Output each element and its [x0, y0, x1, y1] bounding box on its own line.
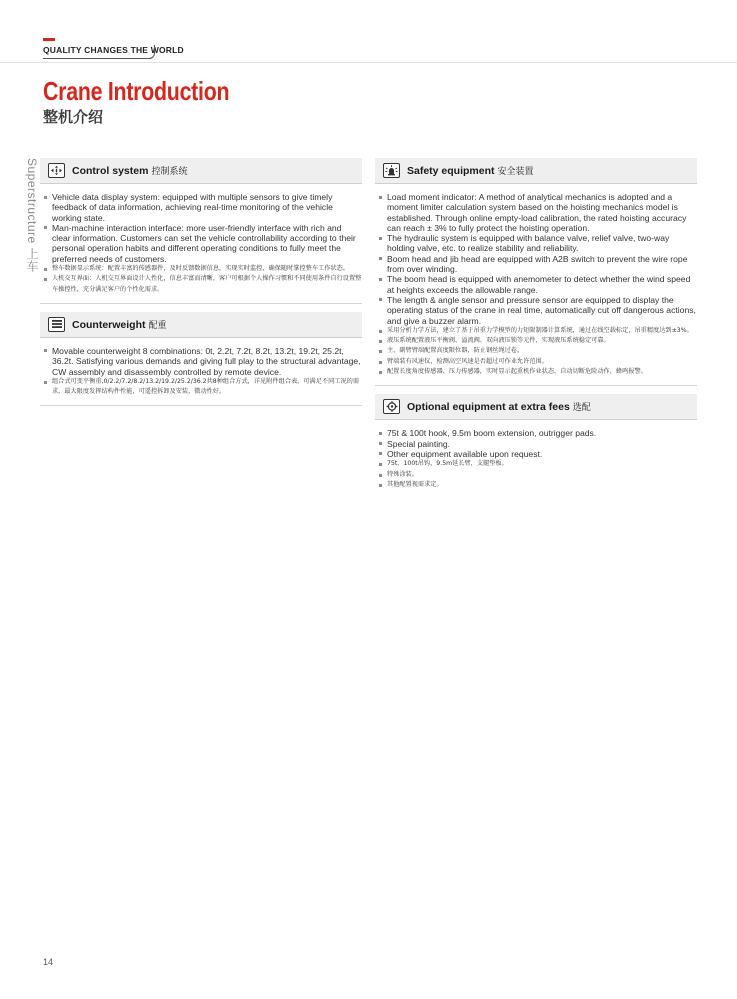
list-item: 主、副臂臂端配置高度限位器，防止钢丝绳过卷。: [375, 346, 697, 356]
list-item: 整车数据显示系统：配置丰富的传感器件，及时反馈数据信息，实现实时监控，确保随时掌控整车工作状态。: [40, 264, 362, 274]
list-item: Vehicle data display system: equipped with multiple sensors to give timely feedback of data information, achieving real-time monitoring of the vehicle working state.: [40, 192, 362, 223]
safety-equipment-section: [375, 158, 697, 386]
page-number: 14: [43, 957, 54, 967]
list-item: Boom head and jib head are equipped with A2B switch to prevent the wire rope from over winding.: [375, 254, 697, 275]
section-body: [375, 420, 697, 498]
section-title-en: Control system: [72, 165, 149, 177]
section-body: [40, 184, 362, 304]
list-item: The boom head is equipped with anemometer to detect whether the wind speed at heights exceeds the allowable range.: [375, 274, 697, 295]
tagline-underline: [43, 58, 151, 59]
list-item: Movable counterweight 8 combinations: 0t, 2.2t, 7.2t, 8.2t, 13.2t, 19.2t, 25.2t, 36.2t. Satisfying various demands and giving full play to the structural advantage, CW assembly and disassembly controlled by remote device.: [40, 346, 362, 377]
page-subtitle: 整机介绍: [43, 108, 104, 126]
section-header: [375, 158, 697, 184]
right-column: [375, 158, 697, 498]
warning-light-icon: [383, 163, 400, 178]
list-item: The length & angle sensor and pressure sensor are equipped to display the operating status of the crane in real time, automatically cut off dangerous actions, and give a buzzer alarm.: [375, 295, 697, 326]
list-item: Special painting.: [375, 439, 697, 449]
list-item: 其他配置视需求定。: [375, 480, 697, 490]
section-header: [40, 312, 362, 338]
header-divider: [0, 62, 737, 63]
gear-cycle-icon: [383, 399, 400, 414]
counterweight-section: [40, 312, 362, 406]
section-title-en: Safety equipment: [407, 165, 495, 177]
section-title: [407, 400, 591, 413]
menu-bars-icon: [48, 317, 65, 332]
list-item: Other equipment available upon request.: [375, 449, 697, 459]
section-title-cn: 配重: [148, 320, 167, 331]
side-label: Superstructure 上车: [25, 158, 39, 273]
section-body: [40, 338, 362, 406]
list-item: The hydraulic system is equipped with balance valve, relief valve, two-way holding valve, etc. to realize stability and reliability.: [375, 233, 697, 254]
section-header: [40, 158, 362, 184]
section-title-cn: 控制系统: [151, 167, 188, 177]
section-title-cn: 选配: [572, 403, 591, 414]
section-title-cn: 安全装置: [497, 167, 534, 177]
list-item: 75t & 100t hook, 9.5m boom extension, outrigger pads.: [375, 428, 697, 438]
section-title: [72, 318, 167, 331]
list-item: 臂端装有风速仪，检测高空风速是否超过可作业允许范围。: [375, 357, 697, 367]
optional-equipment-section: [375, 394, 697, 498]
list-item: 75t、100t吊钩，9.5m延长臂，支腿垫板。: [375, 459, 697, 469]
list-item: 人机交互界面：人机交互界面设计人性化，信息丰富而清晰，客户可根据个人操作习惯和不同使用条件自行设置整车操控性，充分满足客户的个性化需求。: [40, 274, 362, 295]
list-item: 配置长度角度传感器、压力传感器，实时显示起重机作业状态，自动切断危险动作，蜂鸣报警。: [375, 367, 697, 377]
list-item: 采用分析力学方法，建立了基于吊重力学模型的力矩限制器计算系统，通过在线空载标定，吊重精度达到±3%。: [375, 326, 697, 336]
section-title-en: Optional equipment at extra fees: [407, 401, 570, 414]
list-item: Man-machine interaction interface: more user-friendly interface with rich and clear information. Customers can set the vehicle controllability according to their personal operation habits and different operating conditions to fully meet the preferred needs of customers.: [40, 223, 362, 264]
list-item: Load moment indicator: A method of analytical mechanics is adopted and a moment limiter calculation system based on the hoisting mechanics model is established. Through online empty-load calibration, the rated hoisting accuracy can reach ± 3% to fully protect the hoisting operation.: [375, 192, 697, 233]
section-title-en: Counterweight: [72, 318, 146, 331]
adjust-arrows-icon: [48, 163, 65, 178]
list-item: 组合式可变平衡重,0/2.2/7.2/8.2/13.2/19.2/25.2/36.2共8种组合方式，详见附件组合表，可满足不同工况的需求，最大限度发挥结构件性能，可遥控拆卸及安装，微动性好。: [40, 377, 362, 398]
accent-mark: [43, 38, 55, 41]
section-header: [375, 394, 697, 420]
section-title: [407, 164, 534, 177]
section-title: [72, 164, 187, 177]
control-system-section: [40, 158, 362, 304]
left-column: [40, 158, 362, 406]
brand-tagline: QUALITY CHANGES THE WORLD: [43, 45, 184, 55]
list-item: 液压系统配置液压平衡阀、溢流阀、双向液压锁等元件，实现液压系统稳定可靠。: [375, 336, 697, 346]
list-item: 特殊涂装。: [375, 470, 697, 480]
section-body: [375, 184, 697, 386]
page-title: Crane Introduction: [43, 76, 230, 106]
tagline-curve: [148, 45, 155, 59]
